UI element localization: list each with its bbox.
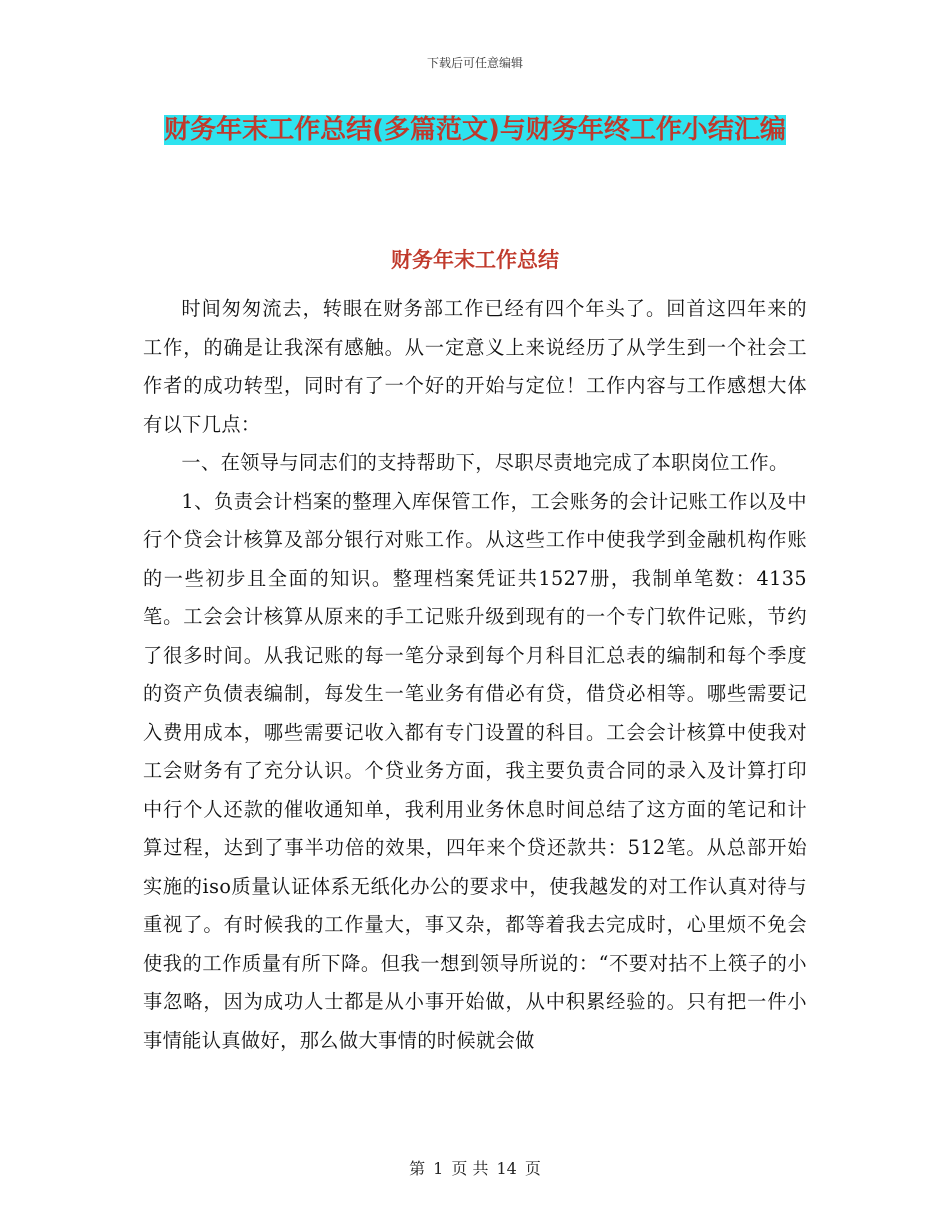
page-footer	[0, 1156, 950, 1179]
paragraph-heading-one: 一、在领导与同志们的支持帮助下，尽职尽责地完成了本职岗位工作。	[181, 451, 789, 474]
document-body	[143, 290, 807, 1060]
footer-middle: 页 共	[451, 1159, 489, 1178]
page-header-note: 下载后可任意编辑	[426, 56, 523, 70]
document-title-text: 财务年末工作总结(多篇范文)与财务年终工作小结汇编	[164, 115, 786, 145]
footer-suffix: 页	[524, 1159, 541, 1178]
footer-current-page: 1	[433, 1159, 444, 1178]
paragraph-item-one: 1、负责会计档案的整理入库保管工作，工会账务的会计记账工作以及中行个贷会计核算及部分银行对账工作。从这些工作中使我学到金融机构作账的一些初步且全面的知识。整理档案凭证共1527册，我制单笔数：4135笔。工会会计核算从原来的手工记账升级到现有的一个专门软件记账，节约了很多时间。从我记账的每一笔分录到每个月科目汇总表的编制和每个季度的资产负债表编制，每发生一笔业务有借必有贷，借贷必相等。哪些需要记入费用成本，哪些需要记收入都有专门设置的科目。工会会计核算中使我对工会财务有了充分认识。个贷业务方面，我主要负责合同的录入及计算打印中行个人还款的催收通知单，我利用业务休息时间总结了这方面的笔记和计算过程，达到了事半功倍的效果，四年来个贷还款共：512笔。从总部开始实施的iso质量认证体系无纸化办公的要求中，使我越发的对工作认真对待与重视了。有时候我的工作量大，事又杂，都等着我去完成时，心里烦不免会使我的工作质量有所下降。但我一想到领导所说的：“不要对拈不上筷子的小事忽略，因为成功人士都是从小事开始做，从中积累经验的。只有把一件小事情能认真做好，那么做大事情的时候就会做	[143, 489, 807, 1052]
document-title	[145, 106, 805, 154]
paragraph-intro: 时间匆匆流去，转眼在财务部工作已经有四个年头了。回首这四年来的工作，的确是让我深有感触。从一定意义上来说经历了从学生到一个社会工作者的成功转型，同时有了一个好的开始与定位！工作内容与工作感想大体有以下几点：	[143, 297, 807, 436]
footer-total-pages: 14	[496, 1159, 517, 1178]
section-title: 财务年末工作总结	[391, 248, 559, 272]
footer-prefix: 第	[409, 1159, 426, 1178]
